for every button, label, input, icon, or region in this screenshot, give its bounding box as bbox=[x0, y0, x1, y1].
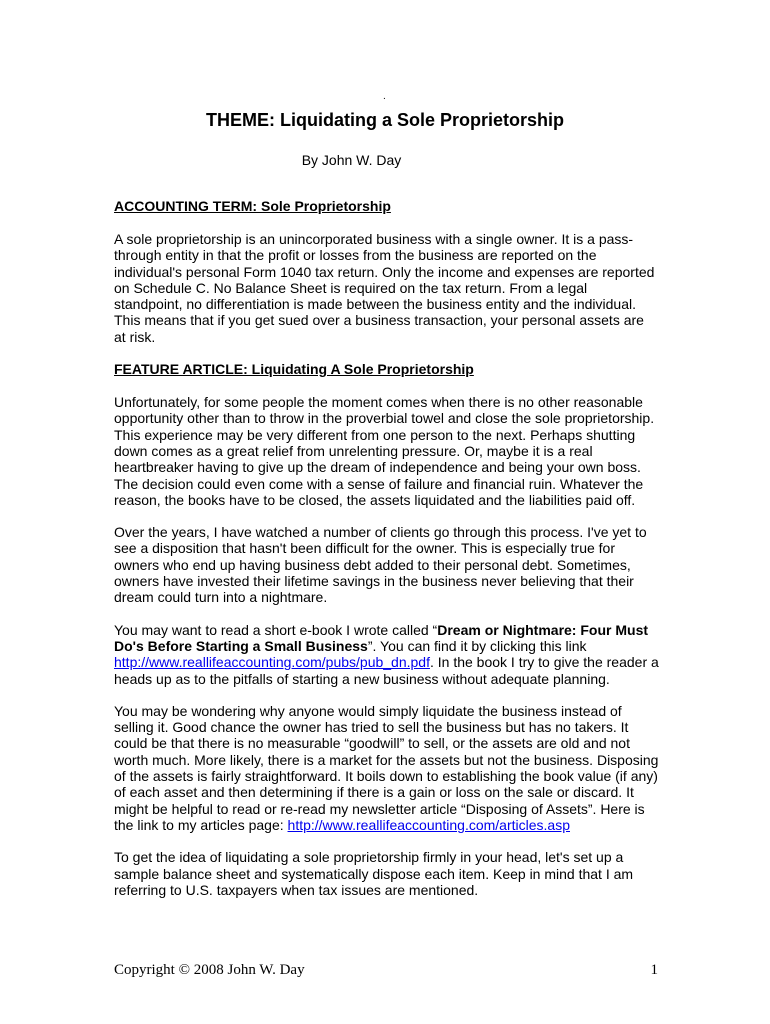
document-body bbox=[114, 198, 659, 914]
header-mark: . bbox=[383, 91, 386, 102]
footer-copyright: Copyright © 2008 John W. Day bbox=[114, 962, 305, 978]
ebook-title: Dream or Nightmare: Four Must Do's Before Starting a Small Business bbox=[114, 621, 649, 654]
feature-paragraph-2: Over the years, I have watched a number of clients go through this process. I've yet to see a disposition that hasn't been difficult for the owner. This is especially true for owners who end up having business debt added to their personal debt. Sometimes, owners have invested their lifetime savings in the business never believing that their dream could turn into a nightmare. bbox=[114, 524, 647, 606]
feature-paragraph-5: To get the idea of liquidating a sole proprietorship firmly in your head, let's set up a sample balance sheet and systematically dispose each item. Keep in mind that I am referring to U.S. taxpayers when tax issues are mentioned. bbox=[114, 849, 634, 898]
ebook-intro-text: You may want to read a short e-book I wrote called “ bbox=[114, 621, 438, 638]
ebook-link-intro: ”. You can find it by clicking this link bbox=[367, 637, 587, 654]
ebook-link[interactable]: http://www.reallifeaccounting.com/pubs/pub_dn.pdf bbox=[114, 654, 430, 671]
author-byline: By John W. Day bbox=[301, 152, 402, 168]
accounting-term-paragraph: A sole proprietorship is an unincorporated business with a single owner. It is a pass-through entity in that the profit or losses from the business are reported on the individual's personal Form 1040 tax return. Only the income and expenses are reported on Schedule C. No Balance Sheet is required on the tax return. From a legal standpoint, no differentiation is made between the business entity and the individual. This means that if you get sued over a business transaction, your personal assets are at risk. bbox=[114, 231, 655, 345]
liquidation-reason-text: You may be wondering why anyone would simply liquidate the business instead of selling it. Good chance the owner has tried to sell the business but has no takers. It could be that there is no measurable “goodwill” to sell, or the assets are old and not worth much. More likely, there is a market for the assets but not the business. Disposing of the assets is fairly straightforward. It boils down to establishing the book value (if any) of each asset and then determining if there is a gain or loss on the sale or discard. It might be helpful to read or re-read my newsletter article “Disposing of Assets”. Here is the link to my articles page: bbox=[114, 702, 659, 833]
feature-article-heading: FEATURE ARTICLE: Liquidating A Sole Proprietorship bbox=[114, 361, 474, 378]
accounting-term-heading: ACCOUNTING TERM: Sole Proprietorship bbox=[114, 198, 391, 214]
page-number: 1 bbox=[650, 962, 658, 978]
articles-page-link[interactable]: http://www.reallifeaccounting.com/articles.asp bbox=[287, 816, 570, 833]
ebook-description: . In the book I try to give the reader a heads up as to the pitfalls of starting a new business without adequate planning. bbox=[114, 654, 659, 687]
feature-paragraph-4 bbox=[114, 703, 659, 833]
feature-paragraph-1: Unfortunately, for some people the moment comes when there is no other reasonable opportunity other than to throw in the proverbial towel and close the sole proprietorship. This experience may be very different from one person to the next. Perhaps shutting down comes as a great relief from unrelenting pressure. Or, maybe it is a real heartbreaker having to give up the dream of independence and being your own boss. The decision could even come with a sense of failure and financial ruin. Whatever the reason, the books have to be closed, the assets liquidated and the liabilities paid off. bbox=[114, 394, 655, 508]
feature-paragraph-3 bbox=[114, 622, 659, 687]
document-title: THEME: Liquidating a Sole Proprietorship bbox=[205, 110, 564, 130]
